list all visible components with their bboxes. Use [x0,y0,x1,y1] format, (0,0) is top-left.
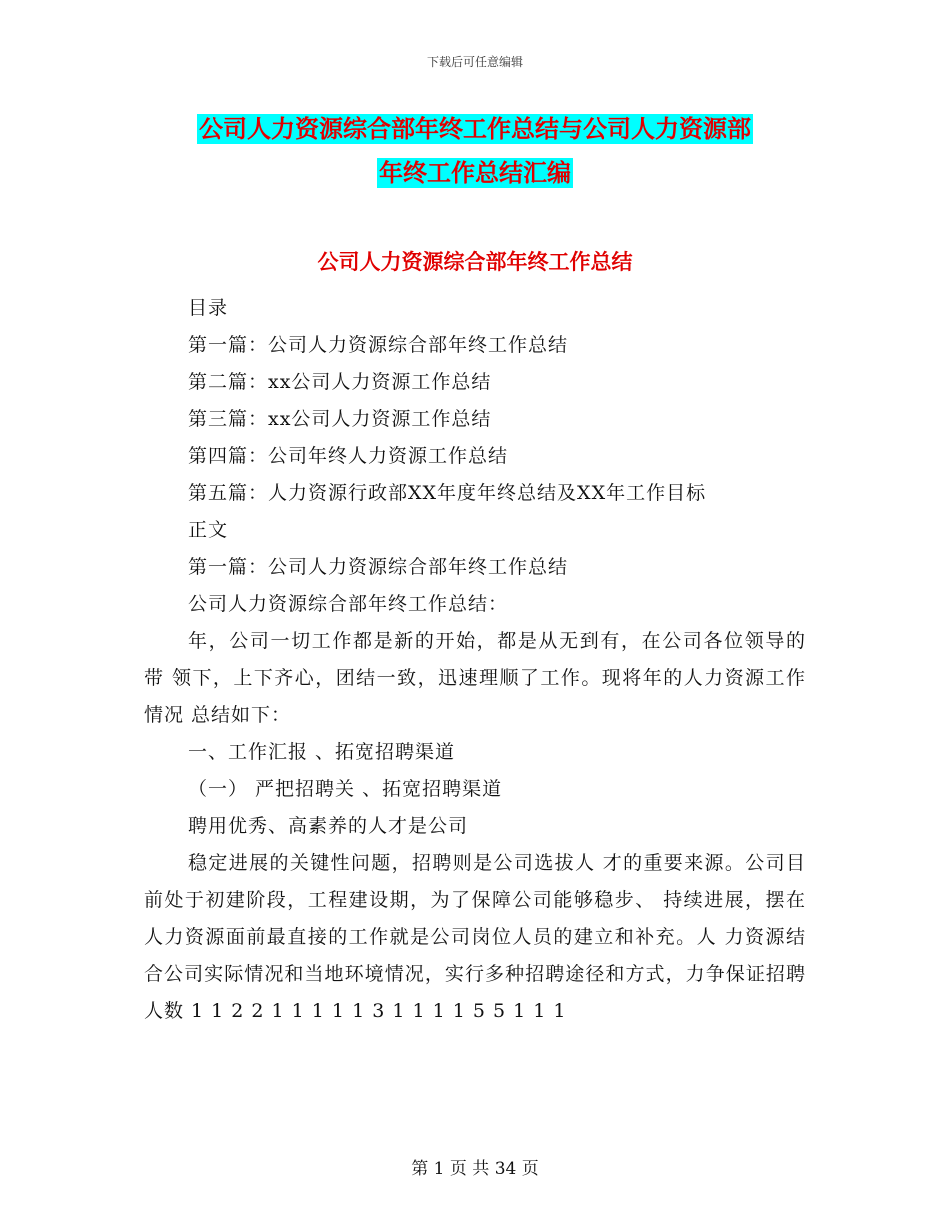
header-note: 下载后可任意编辑 [426,55,523,69]
toc-item: 第三篇：xx公司人力资源工作总结 [188,408,492,430]
document-body [144,290,806,1030]
title-line-2: 年终工作总结汇编 [379,159,571,187]
section-title: 公司人力资源综合部年终工作总结 [317,250,633,274]
heading-2: （一） 严把招聘关 、拓宽招聘渠道 [188,778,503,800]
document-title [0,107,950,195]
main-heading: 正文 [188,519,229,541]
chapter-heading: 第一篇：公司人力资源综合部年终工作总结 [188,556,569,578]
toc-item: 第一篇：公司人力资源综合部年终工作总结 [188,334,569,356]
toc-item: 第四篇：公司年终人力资源工作总结 [188,445,509,467]
paragraph-1: 年，公司一切工作都是新的开始，都是从无到有，在公司各位领导的带 领下，上下齐心，团结一致，迅速理顺了工作。现将年的人力资源工作情况 总结如下： [144,630,806,726]
toc-item: 第五篇：人力资源行政部XX年度年终总结及XX年工作目标 [188,482,707,504]
toc-item: 第二篇：xx公司人力资源工作总结 [188,371,492,393]
paragraph-2: 稳定进展的关键性问题，招聘则是公司选拔人 才的重要来源。公司目前处于初建阶段，工程建设期，为了保障公司能够稳步、 持续进展，摆在人力资源面前最直接的工作就是公司岗位人员的建立和补充。人 力资源结合公司实际情况和当地环境情况，实行多种招聘途径和方式，力争保证招聘 人数 1 1 2 2 1 1 1 1 1 3 1 1 1 1 5 5 1 1 1 [144,852,806,1022]
page-footer: 第 1 页 共 34 页 [411,1159,539,1179]
heading-1: 一、工作汇报 、拓宽招聘渠道 [188,741,456,763]
title-line-1: 公司人力资源综合部年终工作总结与公司人力资源部 [199,115,751,143]
toc-heading: 目录 [188,297,229,319]
line-a: 聘用优秀、高素养的人才是公司 [188,815,469,837]
lead-line: 公司人力资源综合部年终工作总结： [188,593,509,615]
